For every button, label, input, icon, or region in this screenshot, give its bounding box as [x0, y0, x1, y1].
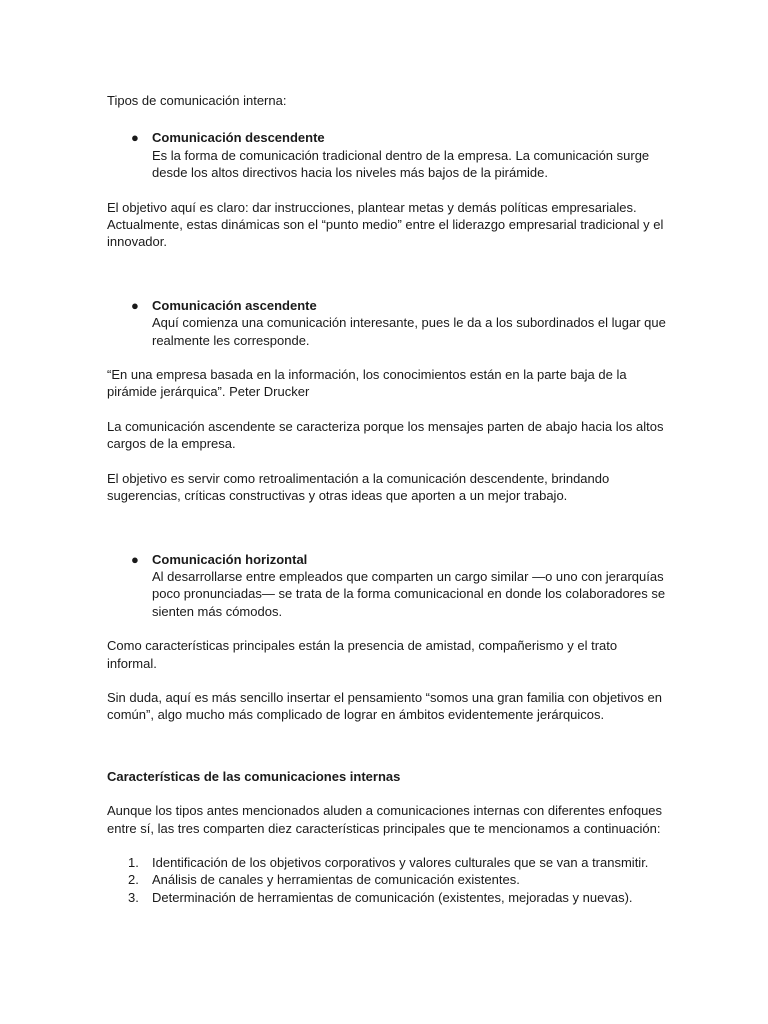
bullet-dot-icon: ●	[131, 297, 139, 313]
bullet-body: Al desarrollarse entre empleados que comparten un cargo similar —o uno con jerarquías poco pronunciadas— se trata de la forma comunicacional en donde los colaboradores se sienten más cómodos.	[152, 568, 666, 619]
list-item-text: Análisis de canales y herramientas de comunicación existentes.	[152, 872, 520, 888]
quote-paragraph: “En una empresa basada en la información, los conocimientos están en la parte baja de la pirámide jerárquica”. Peter Drucker	[107, 367, 627, 400]
spacer	[107, 251, 667, 295]
spacer	[107, 505, 667, 549]
bullet-body: Aquí comienza una comunicación interesante, pues le da a los subordinados el lugar que realmente les corresponde.	[152, 315, 666, 348]
bullet-dot-icon: ●	[131, 130, 139, 146]
intro-text: Tipos de comunicación interna:	[107, 93, 287, 108]
bullet-title: Comunicación ascendente	[152, 297, 317, 313]
section-heading: Características de las comunicaciones internas	[107, 768, 401, 784]
list-number: 1.	[128, 854, 139, 870]
characteristics-list	[107, 854, 667, 906]
document-content	[107, 92, 667, 906]
list-item	[107, 854, 667, 871]
bullet-title: Comunicación descendente	[152, 130, 325, 146]
bullet-comunicacion-descendente	[107, 129, 667, 181]
paragraph: Aunque los tipos antes mencionados aluden a comunicaciones internas con diferentes enfoques entre sí, las tres comparten diez características principales que te mencionamos a continuación:	[107, 803, 663, 836]
list-number: 3.	[128, 889, 139, 905]
bullet-title: Comunicación horizontal	[152, 551, 308, 567]
paragraph: La comunicación ascendente se caracteriza porque los mensajes parten de abajo hacia los altos cargos de la empresa.	[107, 418, 664, 452]
bullet-comunicacion-ascendente	[107, 297, 667, 349]
list-number: 2.	[128, 872, 139, 888]
list-item-text: Identificación de los objetivos corporativos y valores culturales que se van a transmitir.	[152, 854, 649, 870]
paragraph: El objetivo es servir como retroalimentación a la comunicación descendente, brindando sugerencias, críticas constructivas y otras ideas que aporten a un mejor trabajo.	[107, 470, 610, 504]
list-item	[107, 889, 667, 906]
spacer	[107, 724, 667, 759]
bullet-body: Es la forma de comunicación tradicional dentro de la empresa. La comunicación surge desde los altos directivos hacia los niveles más bajos de la pirámide.	[152, 147, 650, 181]
paragraph: Como características principales están la presencia de amistad, compañerismo y el trato informal.	[107, 638, 618, 671]
list-item-text: Determinación de herramientas de comunicación (existentes, mejoradas y nuevas).	[152, 889, 633, 905]
paragraph: Sin duda, aquí es más sencillo insertar el pensamiento “somos una gran familia con objetivos en común”, algo mucho más complicado de lograr en ámbitos evidentemente jerárquicos.	[107, 689, 662, 723]
paragraph: El objetivo aquí es claro: dar instrucciones, plantear metas y demás políticas empresariales. Actualmente, estas dinámicas son el “punto medio” entre el liderazgo empresarial tradicional y el innovador.	[107, 199, 664, 250]
list-item	[107, 871, 667, 888]
bullet-dot-icon: ●	[131, 551, 139, 567]
bullet-comunicacion-horizontal	[107, 551, 667, 621]
